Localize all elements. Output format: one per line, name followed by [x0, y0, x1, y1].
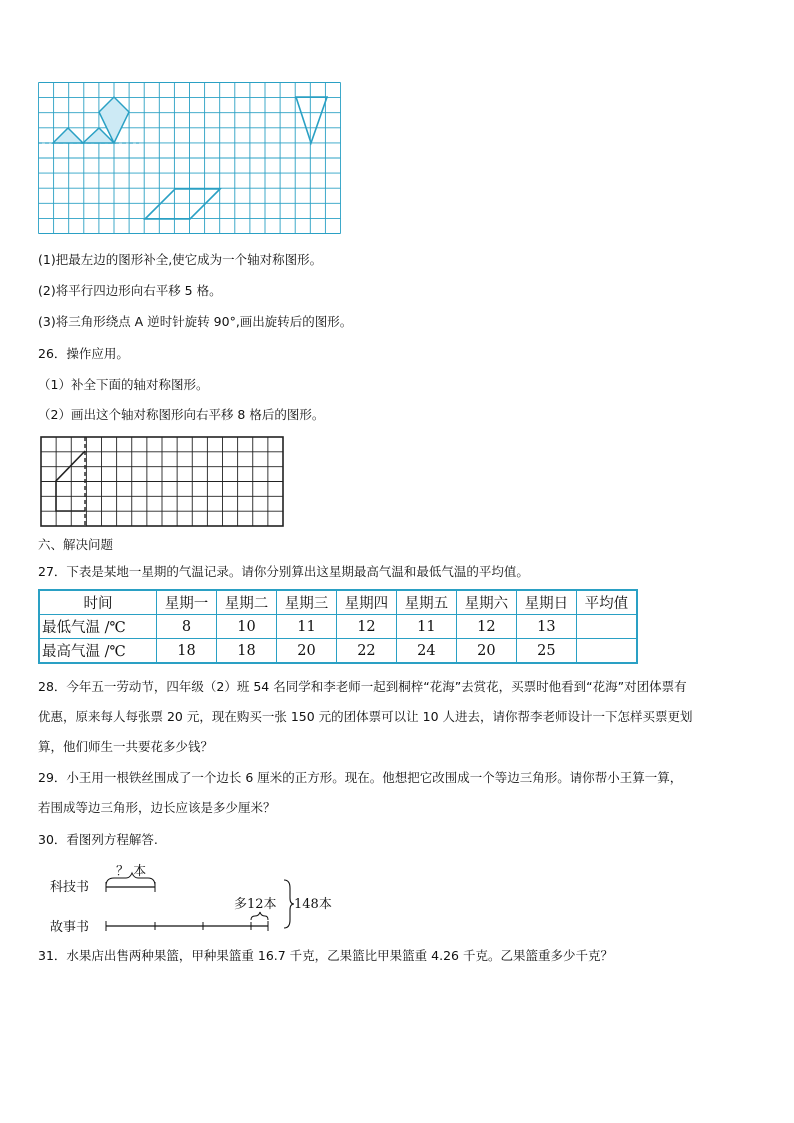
q26-title: 26．操作应用。 — [38, 346, 129, 361]
q28-line-3: 算，他们师生一共要花多少钱？ — [38, 739, 214, 754]
table-cell: 12 — [336, 615, 396, 639]
total-label: 148本 — [294, 897, 332, 912]
row2-label: 故事书 — [50, 920, 90, 934]
more-label: 多12本 — [234, 897, 277, 912]
row-label: 最低气温 /℃ — [39, 615, 157, 639]
q25-item-1: (1)把最左边的图形补全,使它成为一个轴对称图形。 — [38, 252, 323, 267]
table-header: 星期五 — [396, 590, 456, 615]
table-header: 星期四 — [336, 590, 396, 615]
q29-line-2: 若围成等边三角形，边长应该是多少厘米？ — [38, 800, 276, 815]
table-cell: 25 — [516, 639, 576, 664]
table-header: 星期六 — [456, 590, 516, 615]
table-header: 星期一 — [157, 590, 217, 615]
unknown-label: ？ 本 — [116, 864, 147, 879]
table-header: 平均值 — [576, 590, 637, 615]
table-header: 星期三 — [276, 590, 336, 615]
q31-text: 31．水果店出售两种果篮，甲种果篮重 16.7 千克，乙果篮比甲果篮重 4.26 千克。乙果篮重多少千克？ — [38, 948, 613, 963]
table-cell: 12 — [456, 615, 516, 639]
table-cell: 13 — [516, 615, 576, 639]
q27-text: 27．下表是某地一星期的气温记录。请你分别算出这星期最高气温和最低气温的平均值。 — [38, 564, 529, 579]
table-header: 时间 — [39, 590, 157, 615]
brace-unknown — [106, 873, 155, 886]
q25-item-3: (3)将三角形绕点 A 逆时针旋转 90°,画出旋转后的图形。 — [38, 314, 353, 329]
table-cell: 10 — [217, 615, 277, 639]
triangle — [296, 97, 327, 143]
table-cell: 24 — [396, 639, 456, 664]
brace-total — [284, 880, 294, 928]
table-cell: 11 — [276, 615, 336, 639]
parallelogram — [145, 189, 220, 219]
q25-grid-figure — [38, 82, 342, 235]
table-row — [39, 615, 637, 639]
q30-line-diagram — [48, 858, 348, 934]
q26-item-2: （2）画出这个轴对称图形向右平移 8 格后的图形。 — [38, 407, 325, 422]
table-cell-average[interactable] — [576, 615, 637, 639]
brace-more — [251, 912, 268, 920]
table-header: 星期日 — [516, 590, 576, 615]
q29-line-1: 29．小王用一根铁丝围成了一个边长 6 厘米的正方形。现在。他想把它改围成一个等边三角形。请你帮小王算一算， — [38, 770, 683, 785]
table-cell-average[interactable] — [576, 639, 637, 664]
table-cell: 18 — [157, 639, 217, 664]
row-label: 最高气温 /℃ — [39, 639, 157, 664]
table-cell: 11 — [396, 615, 456, 639]
q28-line-2: 优惠，原来每人每张票 20 元，现在购买一张 150 元的团体票可以让 10 人进去，请你帮李老师设计一下怎样买票更划 — [38, 709, 693, 724]
q26-item-1: （1）补全下面的轴对称图形。 — [38, 377, 209, 392]
q30-title: 30．看图列方程解答. — [38, 832, 158, 847]
row1-label: 科技书 — [50, 880, 90, 895]
table-cell: 20 — [456, 639, 516, 664]
table-cell: 22 — [336, 639, 396, 664]
table-cell: 8 — [157, 615, 217, 639]
section-title: 六、解决问题 — [38, 537, 114, 552]
q28-line-1: 28．今年五一劳动节，四年级（2）班 54 名同学和李老师一起到桐梓“花海”去赏花，买票时他看到“花海”对团体票有 — [38, 679, 687, 694]
table-row — [39, 639, 637, 664]
table-cell: 18 — [217, 639, 277, 664]
q25-item-2: (2)将平行四边形向右平移 5 格。 — [38, 283, 222, 298]
table-header-row — [39, 590, 637, 615]
q26-grid-figure — [40, 436, 285, 528]
q26-partial-shape — [56, 451, 85, 511]
table-cell: 20 — [276, 639, 336, 664]
temperature-table — [38, 589, 638, 664]
table-header: 星期二 — [217, 590, 277, 615]
incomplete-figure — [53, 128, 83, 143]
